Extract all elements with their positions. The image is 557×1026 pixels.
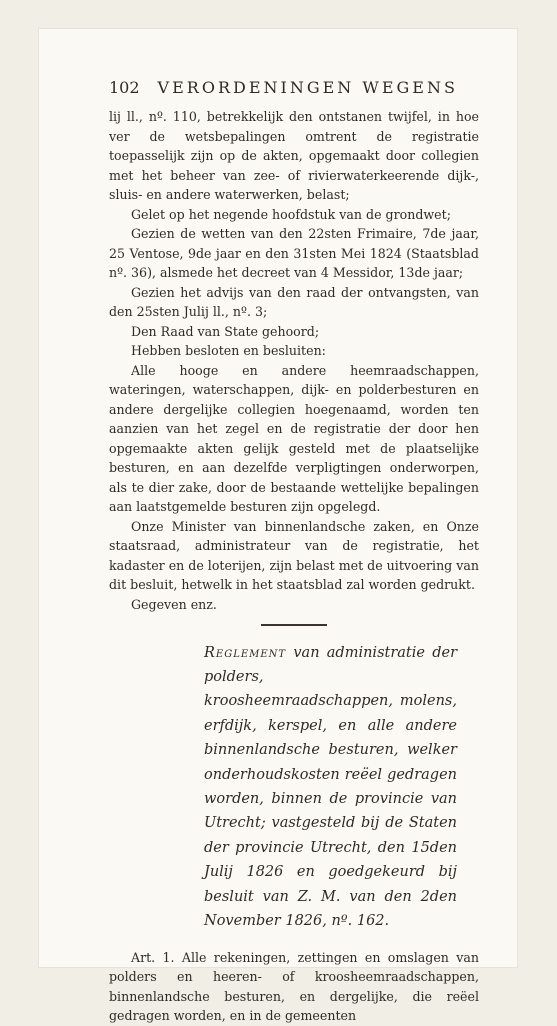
running-title: VERORDENINGEN WEGENS bbox=[157, 78, 458, 97]
running-head bbox=[109, 79, 479, 97]
paragraph-gegeven: Gegeven enz. bbox=[131, 596, 217, 612]
paragraph-besloten: Hebben besloten en besluiten: bbox=[131, 343, 326, 358]
paragraph-gelet: Gelet op het negende hoofdstuk van de grondwet; bbox=[131, 206, 451, 222]
reglement-text: van administratie der polders, kroosheemraadschappen, molens, erfdijk, kerspel, en alle andere binnenlandsche besturen, welker onderhoudskosten reëel gedragen worden, binnen de provincie van Utrecht; vastgesteld bij de Staten der provincie Utrecht, den 15den Julij 1826 en goedgekeurd bij besluit van Z. M. van den 2den November 1826, nº. 162. bbox=[204, 644, 457, 929]
page-content bbox=[109, 79, 479, 1026]
paragraph-raad-van-state: Den Raad van State gehoord; bbox=[131, 323, 320, 339]
book-page bbox=[38, 28, 518, 1024]
paragraph-heemraadschappen: Alle hooge en andere heemraadschappen, wateringen, waterschappen, dijk- en polderbesturen en andere dergelijke collegien hoegenaamd, worden ten aanzien van het zegel en de registratie der door hen opgemaakte akten gelijk gesteld met de plaatselijke besturen, en aan dezelfde verpligtingen onderworpen, als te dier zake, door de bestaande wettelijke bepalingen aan laatstgemelde besturen zijn opgelegd. bbox=[109, 362, 479, 514]
page-number: 102 bbox=[109, 78, 140, 97]
reglement-lead: Reglement bbox=[204, 644, 287, 661]
paragraph-minister: Onze Minister van binnenlandsche zaken, en Onze staatsraad, administrateur van de registratie, het kadaster en de loterijen, zijn belast met de uitvoering van dit besluit, hetwelk in het staatsblad zal worden gedrukt. bbox=[109, 518, 479, 592]
paragraph-gezien-advijs: Gezien het advijs van den raad der ontvangsten, van den 25sten Julij ll., nº. 3; bbox=[109, 284, 479, 319]
paragraph-gezien-wetten: Gezien de wetten van den 22sten Frimaire, 7de jaar, 25 Ventose, 9de jaar en den 31sten Mei 1824 (Staatsblad nº. 36), alsmede het decreet van 4 Messidor, 13de jaar; bbox=[109, 226, 479, 280]
section-divider bbox=[261, 624, 327, 626]
paragraph-continuation: lij ll., nº. 110, betrekkelijk den ontstanen twijfel, in hoe ver de wetsbepalingen omtrent de registratie toepasselijk zijn op de akten, opgemaakt door collegien met het beheer van zee- of rivierwaterkeerende dijk-, sluis- en andere waterwerken, belast; bbox=[109, 109, 479, 202]
reglement-heading bbox=[204, 641, 457, 934]
article-1: Art. 1. Alle rekeningen, zettingen en omslagen van polders en heeren- of kroosheemraadschappen, binnenlandsche besturen, en dergelijke, die reëel gedragen worden, en in de gemeenten bbox=[109, 949, 479, 1024]
